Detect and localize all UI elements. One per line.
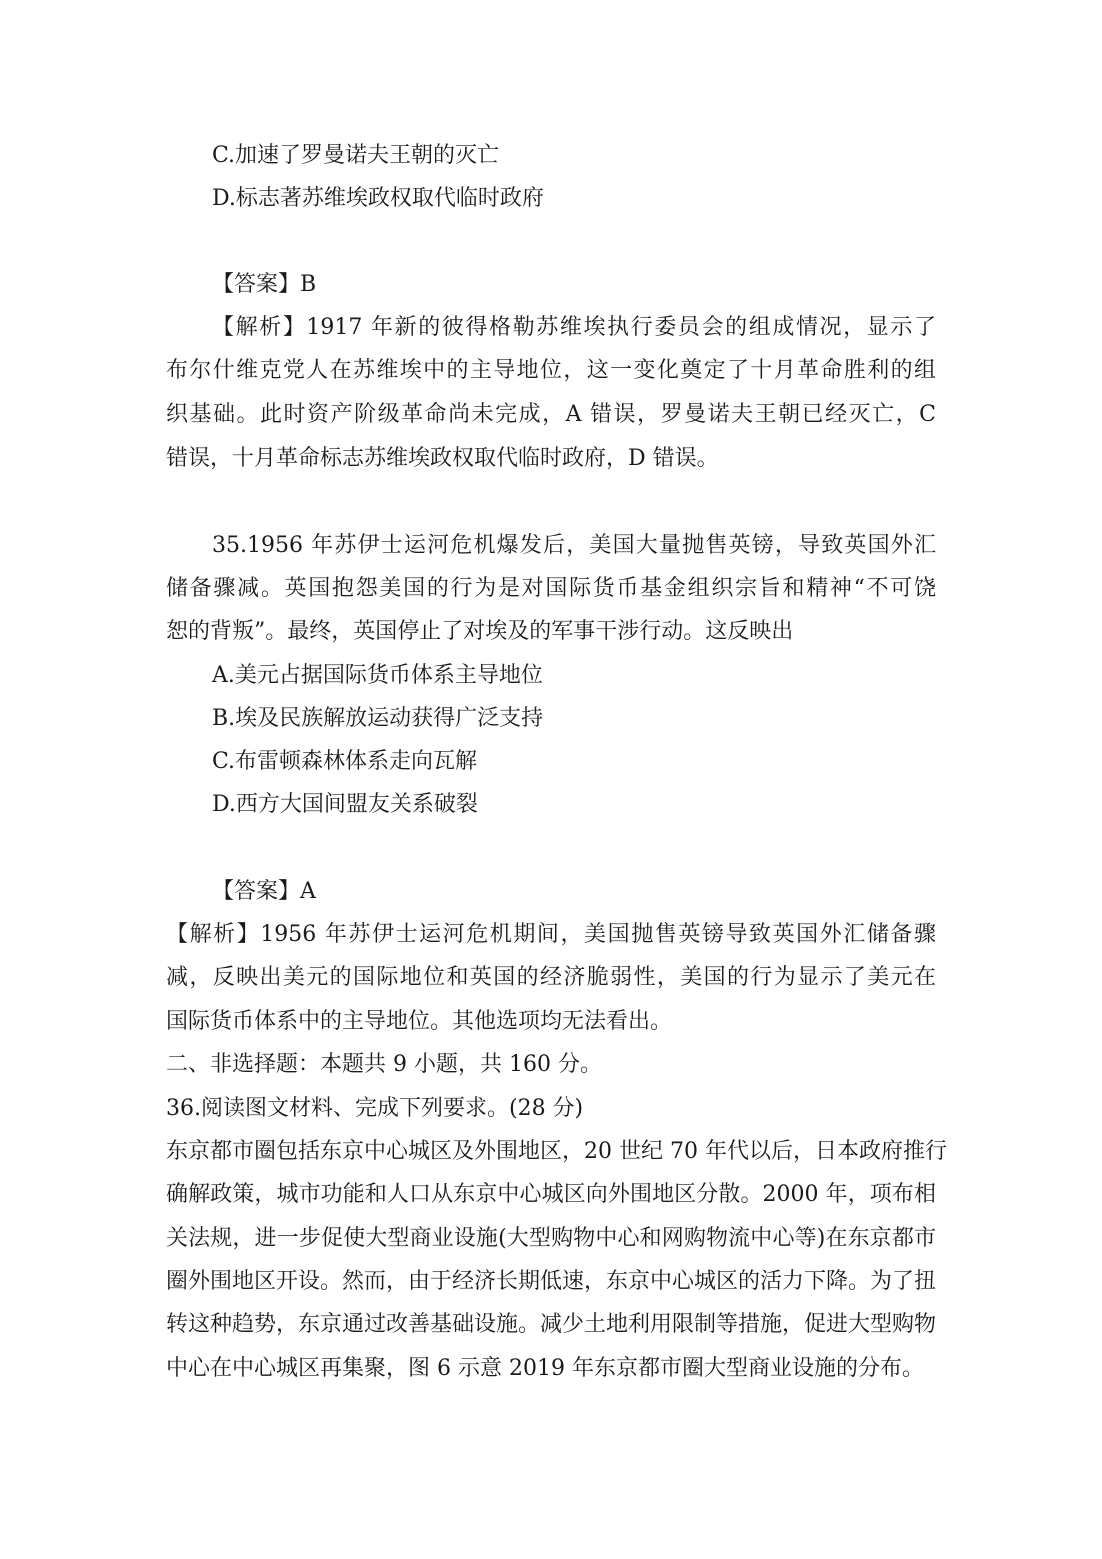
option-d: D.西方大国间盟友关系破裂	[212, 792, 478, 817]
option-d: D.标志著苏维埃政权取代临时政府	[212, 186, 544, 211]
section-heading: 二、非选择题：本题共 9 小题，共 160 分。	[166, 1052, 602, 1077]
material-line: 东京都市圈包括东京中心城区及外围地区，20 世纪 70 年代以后，日本政府推行	[166, 1139, 947, 1164]
answer-label: 【答案】B	[212, 272, 317, 297]
analysis-line: 国际货币体系中的主导地位。其他选项均无法看出。	[166, 1009, 673, 1034]
material-line: 圈外围地区开设。然而，由于经济长期低速，东京中心城区的活力下降。为了扭	[166, 1269, 937, 1294]
question-stem: 36.阅读图文材料、完成下列要求。(28 分)	[166, 1096, 584, 1121]
option-c: C.布雷顿森林体系走向瓦解	[212, 749, 478, 774]
answer-label: 【答案】A	[212, 879, 316, 904]
option-c: C.加速了罗曼诺夫王朝的灭亡	[212, 143, 500, 168]
analysis-line: 【解析】1956 年苏伊士运河危机期间，美国抛售英镑导致英国外汇储备骤	[166, 922, 936, 947]
analysis-line: 织基础。此时资产阶级革命尚未完成，A 错误，罗曼诺夫王朝已经灭亡，C	[166, 402, 936, 427]
question-stem-line: 储备骤减。英国抱怨美国的行为是对国际货币基金组织宗旨和精神“不可饶	[166, 576, 936, 601]
material-line: 中心在中心城区再集聚，图 6 示意 2019 年东京都市圈大型商业设施的分布。	[166, 1356, 924, 1381]
material-line: 转这种趋势，东京通过改善基础设施。减少土地利用限制等措施，促进大型购物	[166, 1312, 937, 1337]
option-b: B.埃及民族解放运动获得广泛支持	[212, 706, 544, 731]
option-a: A.美元占据国际货币体系主导地位	[212, 663, 543, 688]
question-stem-line: 35.1956 年苏伊士运河危机爆发后，美国大量抛售英镑，导致英国外汇	[212, 533, 936, 558]
analysis-line: 布尔什维克党人在苏维埃中的主导地位，这一变化奠定了十月革命胜利的组	[166, 358, 936, 383]
analysis-line: 减，反映出美元的国际地位和英国的经济脆弱性，美国的行为显示了美元在	[166, 965, 936, 990]
material-line: 确解政策，城市功能和人口从东京中心城区向外围地区分散。2000 年，项布相	[166, 1182, 936, 1207]
analysis-line: 【解析】1917 年新的彼得格勒苏维埃执行委员会的组成情况，显示了	[212, 315, 936, 340]
material-line: 关法规，进一步促使大型商业设施(大型购物中心和网购物流中心等)在东京都市	[166, 1226, 936, 1251]
question-stem-line: 恕的背叛”。最终，英国停止了对埃及的军事干涉行动。这反映出	[166, 619, 794, 644]
analysis-line: 错误，十月革命标志苏维埃政权取代临时政府，D 错误。	[166, 446, 719, 471]
